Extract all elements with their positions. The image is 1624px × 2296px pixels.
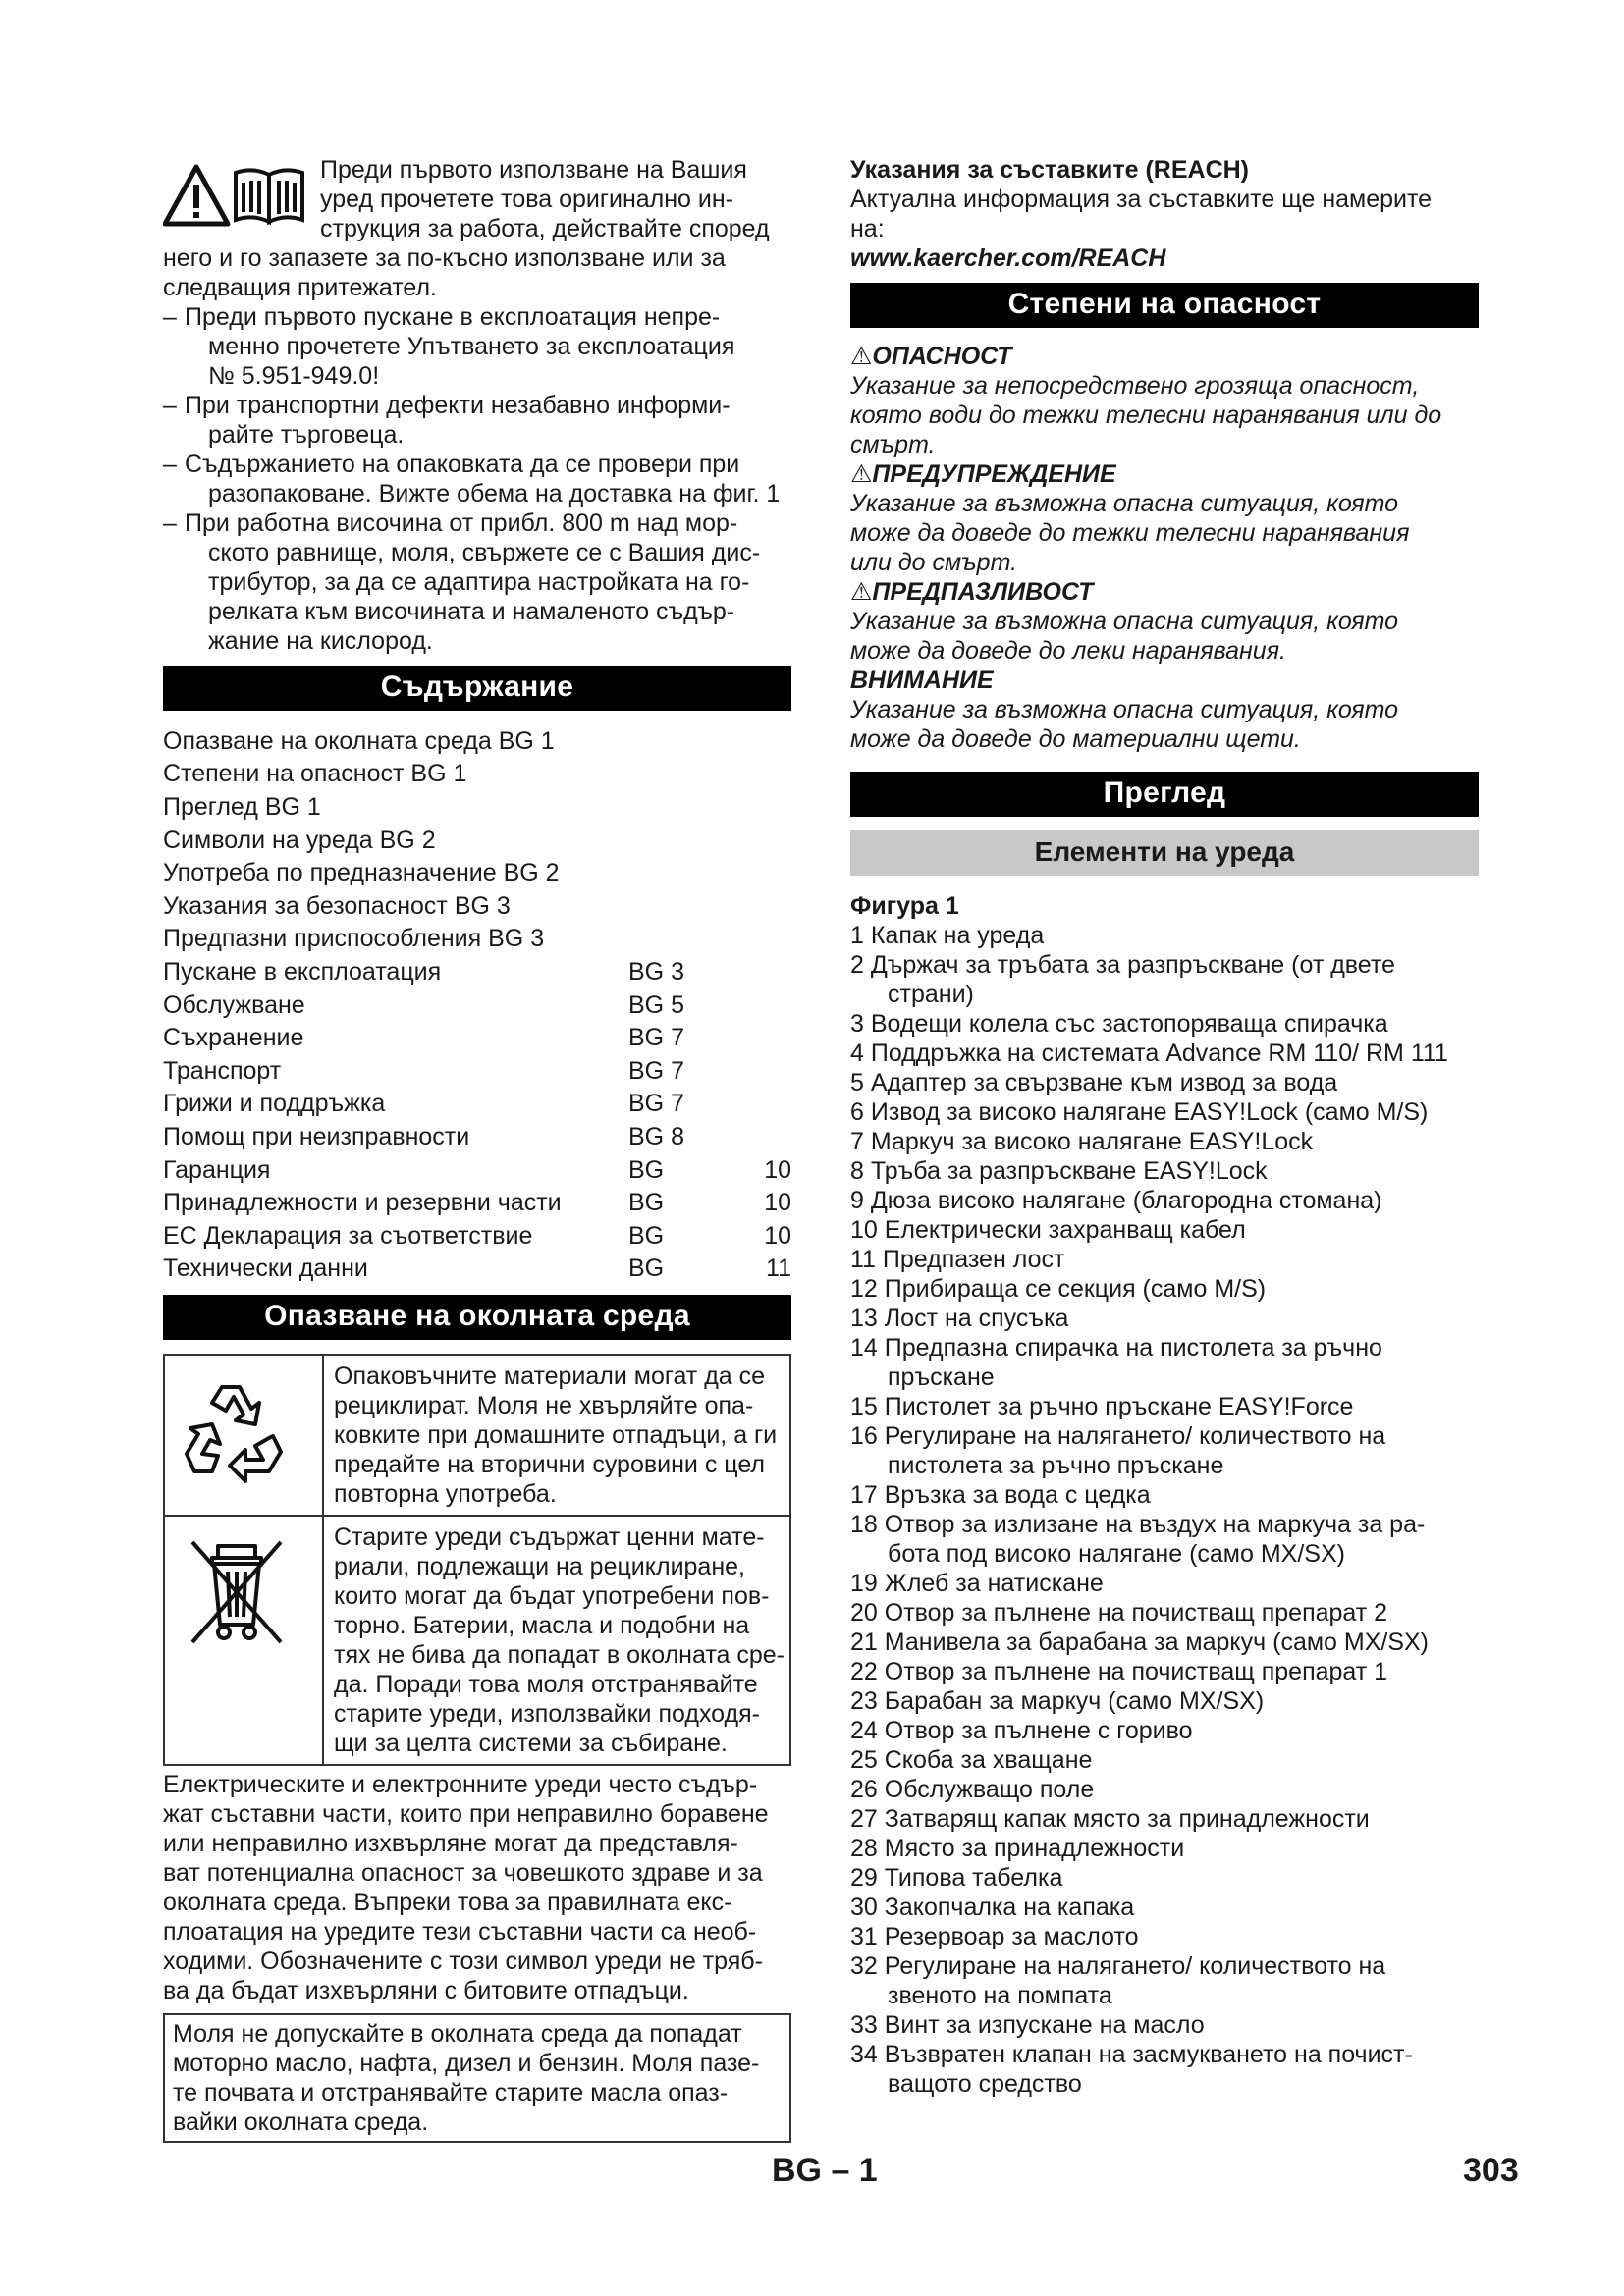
list-item: 5 Адаптер за свързване към извод за вода — [850, 1069, 1338, 1096]
toc-row — [163, 1021, 791, 1054]
toc-prefix: BG 5 — [628, 990, 684, 1019]
toc-num — [717, 889, 791, 923]
toc-num — [717, 1088, 791, 1121]
list-item: 28 Място за принадлежности — [850, 1835, 1185, 1862]
toc-row — [163, 856, 791, 889]
toc-row — [163, 1186, 791, 1219]
reach-line: Актуална информация за съставките ще намерите — [850, 186, 1433, 213]
toc-title: Принадлежности и резервни части — [163, 1189, 562, 1217]
toc-prefix — [628, 790, 717, 824]
list-item: 24 Отвор за пълнене с гориво — [850, 1717, 1193, 1744]
table-cell: Опаковъчните материали могат да се рециклират. Моля не хвърляйте опа- ковките при домашните отпадъци, а ги предайте на вторични суровини с цел повторна употреба. — [323, 1355, 790, 1516]
list-item: – При транспортни дефекти незабавно информи- райте търговеца. — [163, 391, 791, 450]
toc-title: Технически данни — [163, 1255, 368, 1283]
device-elements-list — [850, 921, 1479, 2099]
list-item: 31 Резервоар за маслото — [850, 1923, 1139, 1950]
toc-title: Употреба по предназначение BG 2 — [163, 859, 560, 887]
hazard-label: ⚠ПРЕДУПРЕЖДЕНИЕ — [850, 460, 1116, 488]
toc-title: Степени на опасност BG 1 — [163, 760, 467, 788]
toc-num — [717, 1054, 791, 1088]
list-item: 22 Отвор за пълнене на почистващ препарат 1 — [850, 1658, 1388, 1685]
toc-row — [163, 1219, 791, 1253]
toc-row — [163, 790, 791, 824]
warning-triangle-icon — [165, 167, 228, 224]
manual-book-icon — [236, 170, 302, 222]
toc-prefix: BG 8 — [628, 1122, 684, 1150]
intro-line: струкция за работа, действайте според — [320, 215, 770, 242]
list-item: 20 Отвор за пълнене на почистващ препарат 2 — [850, 1599, 1388, 1627]
toc-prefix — [628, 758, 717, 791]
toc-row — [163, 824, 791, 857]
toc-row — [163, 758, 791, 791]
intro-bullet-list — [163, 302, 791, 656]
list-item: 14 Предпазна спирачка на пистолета за ръчно пръскане — [850, 1334, 1382, 1391]
reach-url: www.kaercher.com/REACH — [850, 244, 1166, 272]
list-item: – При работна височина от прибл. 800 m над мор- ското равнище, моля, свържете се с Вашия дис- трибутор, за да се адаптира настройката на го- релката към височината и намаленото съдър- жание на кислород. — [163, 508, 791, 656]
toc-title: Пускане в експлоатация — [163, 957, 442, 986]
toc-heading: Съдържание — [163, 666, 791, 711]
crossed-out-bin-icon — [179, 1534, 295, 1650]
list-item: 23 Барабан за маркуч (само MX/SX) — [850, 1687, 1265, 1715]
hazard-label: ВНИМАНИЕ — [850, 667, 994, 694]
toc-row — [163, 988, 791, 1022]
list-item: 10 Електрически захранващ кабел — [850, 1216, 1246, 1244]
list-item: 18 Отвор за излизане на въздух на маркуча за ра- бота под високо налягане (само MX/SX) — [850, 1511, 1426, 1568]
list-item: 26 Обслужващо поле — [850, 1776, 1095, 1803]
toc-num: 11 — [766, 1255, 791, 1283]
toc-num — [717, 824, 791, 857]
reach-title: Указания за съставките (REACH) — [850, 156, 1250, 184]
hazard-levels: ⚠ОПАСНОСТ Указание за непосредствено грозяща опасност, която води до тежки телесни наранявания или до смърт. ⚠ПРЕДУПРЕЖДЕНИЕ Указание за възможна опасна ситуация, която може да доведе до тежки телесни наранявания или до смърт. ⚠ПРЕДПАЗЛИВОСТ Указание за възможна опасна ситуация, която може да доведе до леки наранявания. ВНИМАНИЕ Указание за възможна опасна ситуация, която може да доведе до материални щети. — [850, 342, 1479, 754]
toc-num — [717, 955, 791, 988]
toc-row — [163, 1153, 791, 1187]
hazard-label: ⚠ОПАСНОСТ — [850, 343, 1012, 370]
list-item: – Преди първото пускане в експлоатация непре- менно прочетете Упътването за експлоатация № 5.951-949.0! — [163, 302, 791, 391]
toc-num — [717, 724, 791, 758]
table-cell — [164, 1355, 323, 1516]
list-item: 32 Регулиране на налягането/ количеството на звеното на помпата — [850, 1952, 1386, 2009]
list-item: 13 Лост на спусъка — [850, 1305, 1069, 1332]
toc-row — [163, 923, 791, 956]
toc-num — [717, 923, 791, 956]
list-item: 15 Пистолет за ръчно пръскане EASY!Force — [850, 1393, 1354, 1420]
toc-num — [717, 758, 791, 791]
toc-num — [717, 1021, 791, 1054]
toc-prefix: BG — [628, 1189, 665, 1217]
recycling-icon — [179, 1373, 295, 1489]
reach-line: на: — [850, 215, 885, 242]
toc-prefix — [628, 856, 717, 889]
list-item: 2 Държач за тръбата за разпръскване (от двете страни) — [850, 951, 1395, 1008]
toc-prefix — [628, 889, 717, 923]
table-row — [164, 1355, 790, 1516]
toc-prefix: BG 7 — [628, 1056, 684, 1085]
toc-title: Опазване на околната среда BG 1 — [163, 726, 555, 755]
environment-heading: Опазване на околната среда — [163, 1295, 791, 1340]
figure-label: Фигура 1 — [850, 892, 959, 920]
intro-icons — [163, 163, 306, 228]
right-column — [850, 155, 1479, 2099]
hazard-heading: Степени на опасност — [850, 283, 1479, 328]
list-item: 6 Извод за високо налягане EASY!Lock (само M/S) — [850, 1098, 1429, 1126]
toc-row — [163, 1088, 791, 1121]
toc-prefix — [628, 923, 717, 956]
overview-heading: Преглед — [850, 772, 1479, 817]
list-item: 19 Жлеб за натискане — [850, 1570, 1104, 1597]
toc-num — [717, 1120, 791, 1153]
list-item: 11 Предпазен лост — [850, 1246, 1065, 1273]
list-item: 9 Дюза високо налягане (благородна стомана) — [850, 1187, 1382, 1214]
toc-prefix — [628, 724, 717, 758]
toc-num: 10 — [764, 1189, 791, 1217]
toc-row — [163, 724, 791, 758]
toc-prefix: BG — [628, 1255, 665, 1283]
toc-num — [717, 988, 791, 1022]
list-item: 33 Винт за изпускане на масло — [850, 2011, 1205, 2039]
toc-title: Съхранение — [163, 1024, 304, 1052]
list-item: 16 Регулиране на налягането/ количеството на пистолета за ръчно пръскане — [850, 1422, 1386, 1479]
toc-title: Транспорт — [163, 1056, 282, 1085]
table-row — [164, 1516, 790, 1765]
toc-title: Обслужване — [163, 990, 305, 1019]
reach-section — [850, 155, 1479, 273]
toc-title: Предпазни приспособления BG 3 — [163, 925, 545, 953]
toc-title: Символи на уреда BG 2 — [163, 826, 436, 854]
toc-title: Помощ при неизправности — [163, 1122, 470, 1150]
list-item: 25 Скоба за хващане — [850, 1746, 1093, 1774]
list-item: – Съдържанието на опаковката да се провери при разопаковане. Вижте обема на доставка на фиг. 1 — [163, 450, 791, 508]
overview-subheading: Елементи на уреда — [850, 830, 1479, 876]
toc-title: Указания за безопасност BG 3 — [163, 891, 511, 920]
intro-line: уред прочетете това оригинално ин- — [320, 186, 733, 213]
table-of-contents — [163, 724, 791, 1285]
list-item: 27 Затварящ капак място за принадлежности — [850, 1805, 1370, 1833]
toc-prefix: BG — [628, 1221, 665, 1250]
list-item: 29 Типова табелка — [850, 1864, 1063, 1892]
toc-num: 10 — [764, 1221, 791, 1250]
list-item: 3 Водещи колела със застопоряваща спирачка — [850, 1010, 1388, 1038]
list-item: 8 Тръба за разпръскване EASY!Lock — [850, 1157, 1268, 1185]
left-column — [163, 155, 791, 2143]
toc-row — [163, 889, 791, 923]
table-cell: Старите уреди съдържат ценни мате- риали, подлежащи на рециклиране, които могат да бъдат употребени пов- торно. Батерии, масла и подобни на тях не бива да попадат в околната сре- да. Поради това моля отстранявайте старите уреди, използвайки подходя- щи за целта системи за събиране. — [323, 1516, 790, 1765]
intro-line: Преди първото използване на Вашия — [320, 156, 747, 184]
list-item: 12 Прибираща се секция (само M/S) — [850, 1275, 1267, 1303]
toc-num — [717, 790, 791, 824]
toc-row — [163, 1054, 791, 1088]
page-number: 303 — [1463, 2152, 1519, 2189]
toc-row — [163, 1253, 791, 1286]
intro-line: следващия притежател. — [163, 274, 438, 301]
toc-prefix: BG 3 — [628, 957, 684, 986]
toc-prefix: BG — [628, 1155, 665, 1184]
list-item: 7 Маркуч за високо налягане EASY!Lock — [850, 1128, 1314, 1155]
toc-title: Грижи и поддръжка — [163, 1090, 386, 1118]
list-item: 1 Капак на уреда — [850, 922, 1045, 949]
intro-section — [163, 155, 791, 302]
toc-title: ЕС Декларация за съответствие — [163, 1221, 533, 1250]
toc-prefix: BG 7 — [628, 1024, 684, 1052]
list-item: 4 Поддръжка на системата Advance RM 110/ RM 111 — [850, 1040, 1448, 1067]
table-cell — [164, 1516, 323, 1765]
toc-title: Преглед BG 1 — [163, 792, 321, 821]
toc-num: 10 — [764, 1155, 791, 1184]
list-item: 21 Манивела за барабана за маркуч (само MX/SX) — [850, 1629, 1430, 1656]
environment-paragraph: Електрическите и електронните уреди често съдър- жат съставни части, които при неправилно боравене или неправилно изхвърляне могат да представля- ват потенциална опасност за човешкото здраве и за околната среда. Въпреки това за правилната екс- плоатация на уредите тези съставни части са необ- ходими. Обозначените с този символ уреди не тряб- ва да бъдат изхвърляни с битовите отпадъци. — [163, 1771, 769, 2005]
toc-prefix — [628, 824, 717, 857]
toc-row — [163, 955, 791, 988]
toc-row — [163, 1120, 791, 1153]
section-footer: BG – 1 — [772, 2152, 878, 2189]
hazard-label: ⚠ПРЕДПАЗЛИВОСТ — [850, 578, 1094, 606]
list-item: 17 Връзка за вода с цедка — [850, 1481, 1151, 1509]
toc-prefix: BG 7 — [628, 1090, 684, 1118]
oil-notice-box: Моля не допускайте в околната среда да попадат моторно масло, нафта, дизел и бензин. Моля пазе- те почвата и отстранявайте старите масла опаз- вайки околната среда. — [163, 2013, 791, 2143]
toc-num — [717, 856, 791, 889]
list-item: 34 Възвратен клапан на засмукването на почист- ващото средство — [850, 2041, 1413, 2098]
toc-title: Гаранция — [163, 1155, 271, 1184]
list-item: 30 Закопчалка на капака — [850, 1894, 1135, 1921]
environment-table — [163, 1354, 791, 1766]
intro-line: него и го запазете за по-късно използване или за — [163, 244, 726, 272]
